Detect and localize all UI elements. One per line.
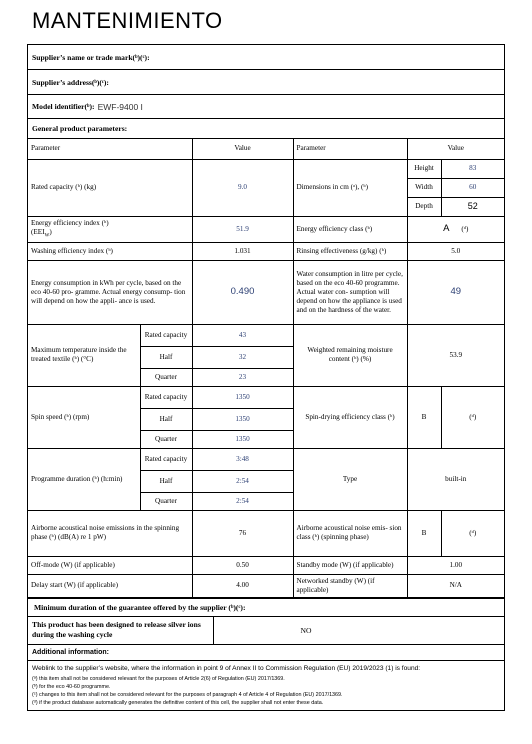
model-value: EWF-9400 I [97, 101, 143, 112]
width-value: 60 [441, 178, 504, 197]
duration-rated-label: Rated capacity [140, 448, 192, 470]
guarantee-label: Minimum duration of the guarantee offered by the supplier (ᵇ)(ᶜ): [34, 602, 246, 612]
water-consumption-value: 49 [407, 260, 504, 324]
product-information-sheet [27, 44, 505, 711]
energy-class-cell [407, 216, 504, 242]
energy-class-label: Energy efficiency class (ᵇ) [293, 216, 407, 242]
table-row [28, 386, 504, 408]
eei-label: Energy efficiency index (ᵇ) $(EEI_W)$ [28, 216, 192, 242]
spin-class-note: (ᵈ) [441, 386, 504, 448]
washing-index-value: 1.031 [192, 242, 293, 260]
table-row [28, 556, 504, 574]
params-table-wrap [28, 139, 504, 599]
silver-value: NO [300, 625, 312, 635]
duration-half-label: Half [140, 470, 192, 492]
delay-start-label: Delay start (W) (if applicable) [28, 574, 192, 597]
depth-value: 52 [441, 197, 504, 216]
model-label: Model identifier(ᵇ): [32, 102, 95, 111]
header-parameter-left: Parameter [28, 139, 192, 159]
table-row [28, 159, 504, 178]
washing-index-label: Washing efficiency index (ᵇ) [28, 242, 192, 260]
additional-info-row [28, 645, 504, 661]
header-value-left: Value [192, 139, 293, 159]
weblink-note: Weblink to the supplier’s website, where the information in point 9 of Annex II to Commission Regulation (EU) 2019/2023 (1) is found: [32, 664, 421, 672]
spin-class-value: B [407, 386, 441, 448]
standby-label: Standby mode (W) (if applicable) [293, 556, 407, 574]
depth-label: Depth [407, 197, 441, 216]
supplier-name-label: Supplier’s name or trade mark(ᵇ)(ᶜ): [32, 52, 150, 62]
delay-start-value: 4.00 [192, 574, 293, 597]
rinsing-label: Rinsing effectiveness (g/kg) (ᵇ) [293, 242, 407, 260]
duration-half-value: 2:54 [192, 470, 293, 492]
networked-label: Networked standby (W) (if applicable) [293, 574, 407, 597]
off-mode-value: 0.50 [192, 556, 293, 574]
max-temp-half-label: Half [140, 346, 192, 368]
page-title: MANTENIMIENTO [32, 8, 223, 33]
header-parameter-right: Parameter [293, 139, 407, 159]
water-consumption-label: Water consumption in litre per cycle, based on the eco 40-60 programme. Actual water con- sumption will depend on how the appliance is used and on the hardness of the water. [293, 260, 407, 324]
noise-value: 76 [192, 510, 293, 556]
spin-class-label: Spin-drying efficiency class (ᵇ) [293, 386, 407, 448]
footnote-a: (ᵃ) this item shall not be considered relevant for the purposes of Article 2(6) of Regulation (EU) 2017/1369. [32, 676, 285, 683]
additional-info-label: Additional information: [32, 648, 109, 656]
dimensions-label: Dimensions in cm (ᵃ), (ᵇ) [293, 159, 407, 216]
table-row [28, 324, 504, 346]
header-value-right: Value [407, 139, 504, 159]
guarantee-row [28, 599, 504, 617]
table-row [28, 510, 504, 556]
rated-capacity-value: 9.0 [192, 159, 293, 216]
spin-speed-rated-label: Rated capacity [140, 386, 192, 408]
energy-consumption-label: Energy consumption in kWh per cycle, based on the eco 40-60 pro- gramme. Actual energy consump- tion will depend on how the appli- ance is used. [28, 260, 192, 324]
max-temp-rated-value: 43 [192, 324, 293, 346]
supplier-address-label: Supplier’s address(ᵇ)(ᶜ): [32, 77, 109, 87]
height-value: 83 [441, 159, 504, 178]
spin-speed-quarter-value: 1350 [192, 430, 293, 448]
height-label: Height [407, 159, 441, 178]
type-value: built-in [407, 448, 504, 510]
noise-class-note: (ᵈ) [441, 510, 504, 556]
width-label: Width [407, 178, 441, 197]
supplier-address-row [28, 70, 504, 95]
max-temp-label: Maximum temperature inside the treated textile (ᵇ) (°C) [28, 324, 140, 386]
table-row [28, 242, 504, 260]
model-row [28, 95, 504, 119]
table-row [28, 448, 504, 470]
table-row [28, 574, 504, 597]
supplier-name-row [28, 45, 504, 70]
duration-quarter-label: Quarter [140, 492, 192, 510]
rinsing-value: 5.0 [407, 242, 504, 260]
max-temp-rated-label: Rated capacity [140, 324, 192, 346]
max-temp-half-value: 32 [192, 346, 293, 368]
general-params-row [28, 119, 504, 139]
spin-speed-label: Spin speed (ᵇ) (rpm) [28, 386, 140, 448]
footnote-c: (ᶜ) changes to this item shall not be considered relevant for the purposes of paragraph 4 of Article 4 of Regulation (EU) 2017/1369. [32, 691, 343, 698]
silver-label: This product has been designed to release silver ions during the washing cycle [28, 617, 214, 644]
max-temp-quarter-label: Quarter [140, 368, 192, 386]
eei-value: 51.9 [192, 216, 293, 242]
footnote-b: (ᵇ) for the eco 40-60 programme. [32, 683, 111, 690]
header-row [28, 139, 504, 159]
energy-class-note: (ᵈ) [461, 225, 469, 234]
max-temp-quarter-value: 23 [192, 368, 293, 386]
duration-quarter-value: 2:54 [192, 492, 293, 510]
standby-value: 1.00 [407, 556, 504, 574]
rated-capacity-label: Rated capacity (ᵇ) (kg) [28, 159, 192, 216]
general-params-label: General product parameters: [32, 124, 128, 133]
noise-label: Airborne acoustical noise emissions in the spinning phase (ᵇ) (dB(A) re 1 pW) [28, 510, 192, 556]
spin-speed-quarter-label: Quarter [140, 430, 192, 448]
spin-speed-half-value: 1350 [192, 408, 293, 430]
params-table [28, 139, 504, 598]
footnotes [28, 661, 504, 711]
table-row [28, 260, 504, 324]
noise-class-label: Airborne acoustical noise emis- sion class (ᵇ) (spinning phase) [293, 510, 407, 556]
duration-label: Programme duration (ᵇ) (h:min) [28, 448, 140, 510]
type-label: Type [293, 448, 407, 510]
off-mode-label: Off-mode (W) (if applicable) [28, 556, 192, 574]
spin-speed-half-label: Half [140, 408, 192, 430]
silver-row [28, 617, 504, 645]
networked-value: N/A [407, 574, 504, 597]
energy-consumption-value: 0.490 [192, 260, 293, 324]
moisture-value: 53.9 [407, 324, 504, 386]
duration-rated-value: 3:48 [192, 448, 293, 470]
table-row [28, 216, 504, 242]
footnote-d: (ᵈ) if the product database automatically generates the definitive content of this cell, the supplier shall not enter these data. [32, 699, 324, 706]
spin-speed-rated-value: 1350 [192, 386, 293, 408]
moisture-label: Weighted remaining moisture content (ᵇ) (%) [293, 324, 407, 386]
noise-class-value: B [407, 510, 441, 556]
energy-class-value: A [443, 223, 450, 235]
